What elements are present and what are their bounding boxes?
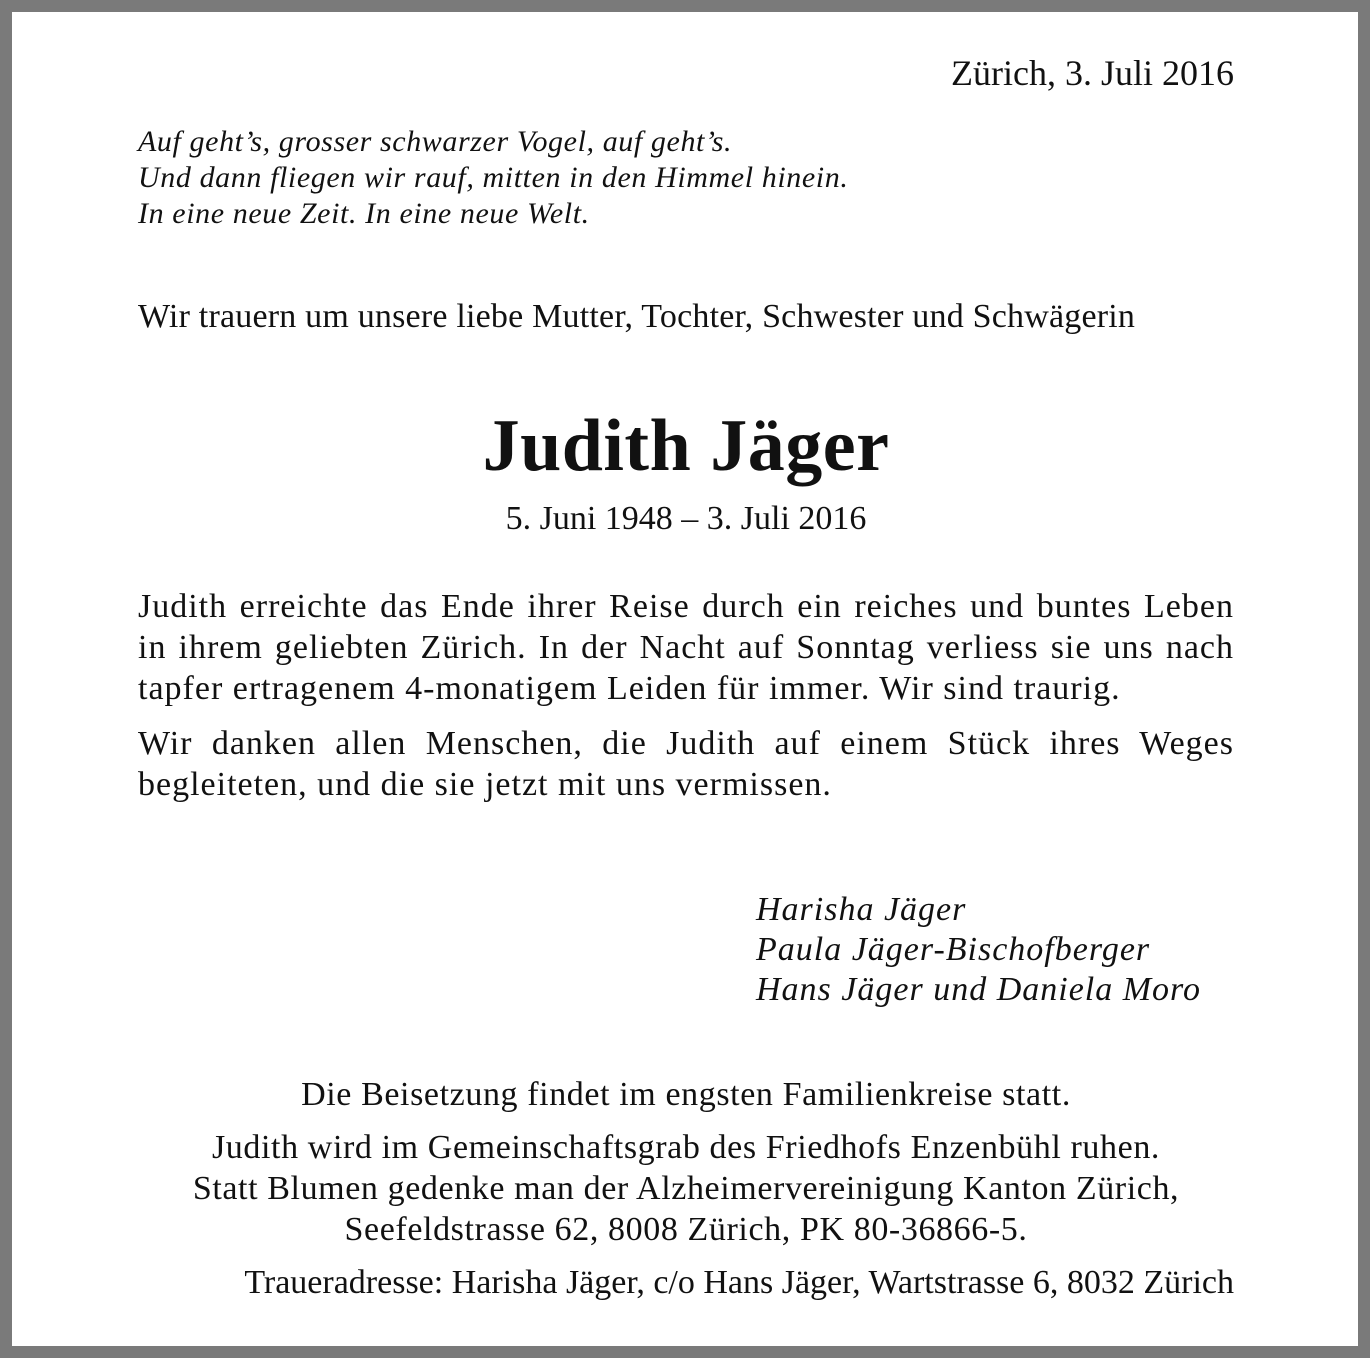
- grave-line: Statt Blumen gedenke man der Alzheimervereinigung Kanton Zürich,: [192, 1170, 1180, 1207]
- grave-note: [138, 1127, 1234, 1250]
- closing-notes: [138, 1074, 1234, 1262]
- poem: [138, 124, 1234, 232]
- signer: Harisha Jäger: [756, 891, 967, 928]
- signers: [756, 890, 1201, 1010]
- deceased-name: Judith Jäger: [482, 405, 890, 487]
- signer: Paula Jäger-Bischofberger: [756, 931, 1151, 968]
- poem-line: Und dann fliegen wir rauf, mitten in den Himmel hinein.: [138, 161, 849, 194]
- life-dates: 5. Juni 1948 – 3. Juli 2016: [505, 500, 867, 537]
- obituary-text: [138, 586, 1234, 819]
- poem-line: In eine neue Zeit. In eine neue Welt.: [138, 197, 590, 230]
- obituary-page: [12, 12, 1358, 1346]
- grave-line: Seefeldstrasse 62, 8008 Zürich, PK 80-36866-5.: [344, 1211, 1028, 1248]
- mourning-address: Traueradresse: Harisha Jäger, c/o Hans Jäger, Wartstrasse 6, 8032 Zürich: [244, 1264, 1234, 1301]
- paragraph: Judith erreichte das Ende ihrer Reise durch ein reiches und buntes Leben in ihrem geliebten Zürich. In der Nacht auf Sonntag verliess sie uns nach tapfer ertragenem 4-monatigem Leiden für immer. Wir sind traurig.: [138, 588, 1234, 707]
- date-line: Zürich, 3. Juli 2016: [951, 53, 1234, 93]
- burial-note: Die Beisetzung findet im engsten Familienkreise statt.: [301, 1076, 1071, 1113]
- mourning-intro: Wir trauern um unsere liebe Mutter, Tochter, Schwester und Schwägerin: [138, 298, 1136, 335]
- signer: Hans Jäger und Daniela Moro: [756, 971, 1202, 1008]
- poem-line: Auf geht’s, grosser schwarzer Vogel, auf geht’s.: [138, 125, 733, 158]
- grave-line: Judith wird im Gemeinschaftsgrab des Friedhofs Enzenbühl ruhen.: [211, 1129, 1161, 1166]
- paragraph: Wir danken allen Menschen, die Judith auf einem Stück ihres Weges begleiteten, und die sie jetzt mit uns vermissen.: [138, 725, 1234, 803]
